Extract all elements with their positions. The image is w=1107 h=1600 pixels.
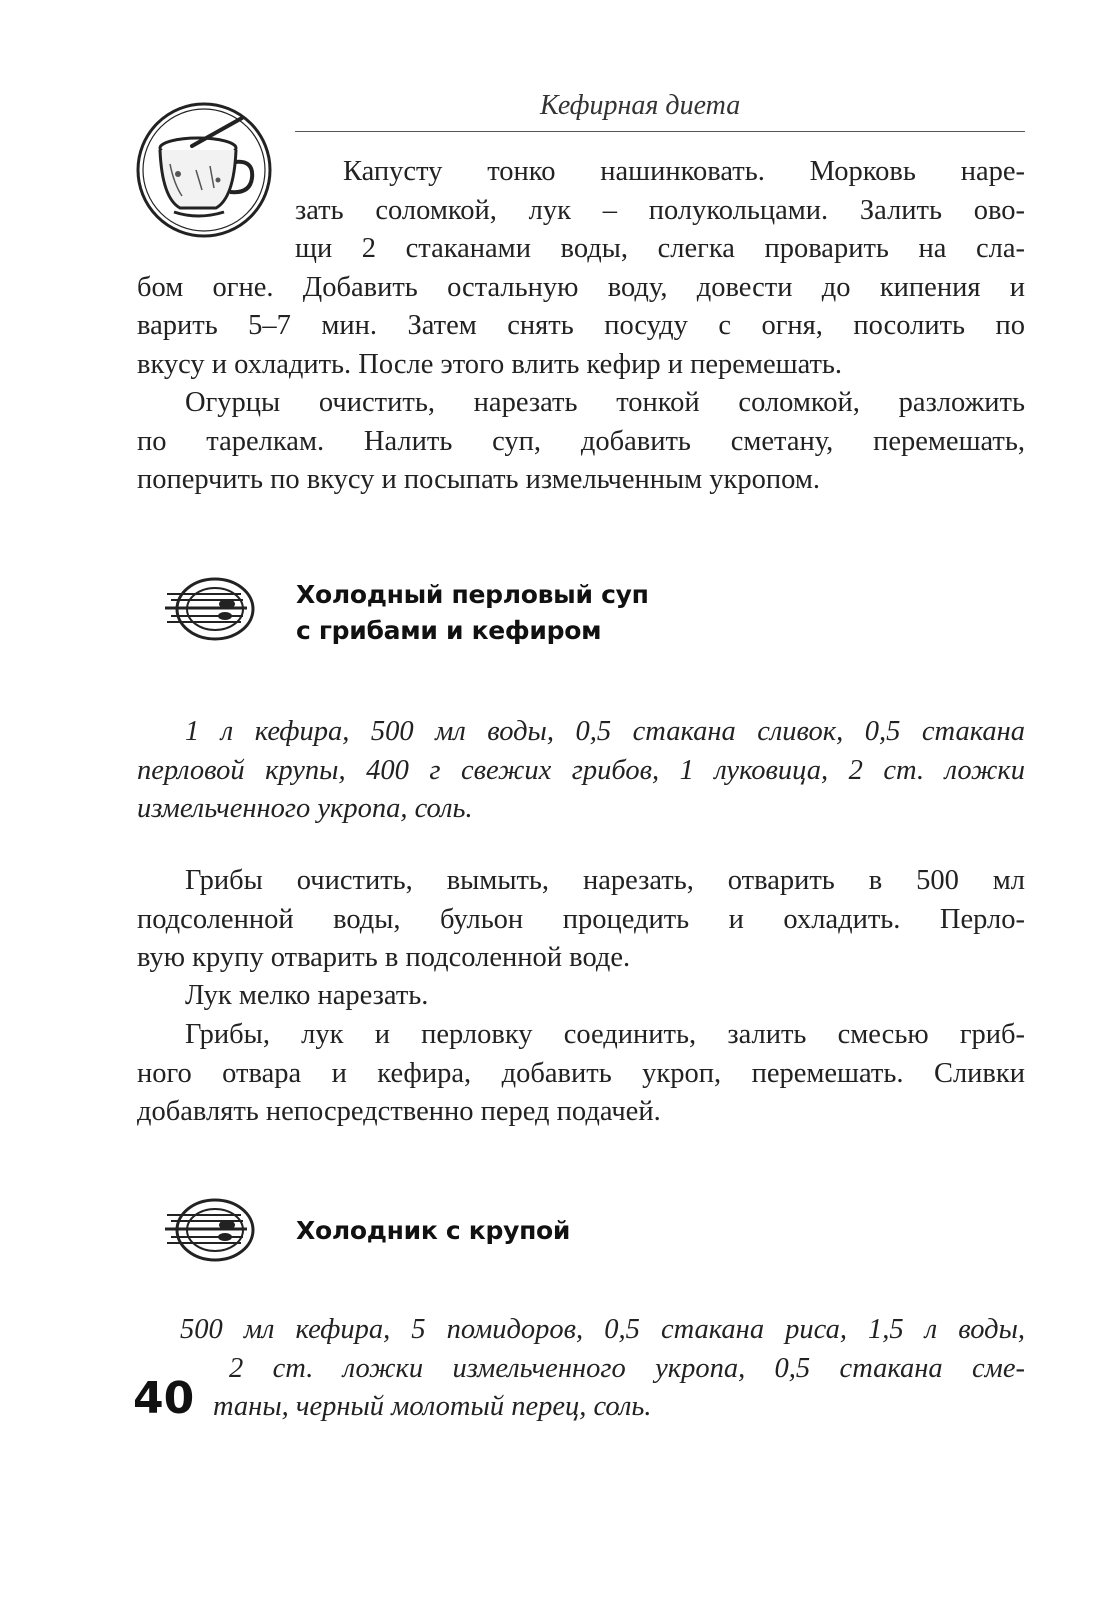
recipe-title-line: Холодный перловый суп [296,580,649,609]
text-line: добавлять непосредственно перед подачей. [137,1096,661,1127]
text-line: по тарелкам. Налить суп, добавить сметану, перемешать, [137,425,1025,457]
plate-with-cutlery-icon [163,1197,255,1263]
recipe-title-1 [296,577,649,649]
text-line: 1 л кефира, 500 мл воды, 0,5 стакана сливок, 0,5 стакана [185,716,1025,747]
text-line: Грибы очистить, вымыть, нарезать, отварить в 500 мл [185,865,1025,896]
page-number: 40 [133,1373,195,1424]
text-line: бом огне. Добавить остальную воду, довести до кипения и [137,271,1025,303]
recipe-1-step-3 [137,1016,1025,1132]
text-line: Капусту тонко нашинковать. Морковь наре- [343,156,1025,187]
running-head: Кефирная диета [540,90,741,121]
recipe-title-line: Холодник с крупой [296,1216,571,1245]
text-line: Лук мелко нарезать. [185,980,429,1011]
recipe-1-ingredients [137,713,1025,829]
plate-with-cutlery-icon [163,576,255,642]
recipe-title-2 [296,1213,570,1249]
text-line: варить 5–7 мин. Затем снять посуду с огня, посолить по [137,310,1025,341]
text-line: подсоленной воды, бульон процедить и охладить. Перло- [137,903,1025,935]
text-line: вую крупу отварить в подсоленной воде. [137,942,631,973]
text-line: поперчить по вкусу и посыпать измельченным укропом. [137,464,821,495]
recipe-title-line: с грибами и кефиром [296,616,602,645]
text-line: Грибы, лук и перловку соединить, залить смесью гриб- [185,1019,1025,1050]
text-line: 2 ст. ложки измельченного укропа, 0,5 стакана сме- [229,1352,1025,1384]
text-line: Огурцы очистить, нарезать тонкой соломкой, разложить [185,387,1025,418]
text-line: измельченного укропа, соль. [137,793,473,824]
text-line: таны, черный молотый перец, соль. [213,1391,652,1422]
text-line: зать соломкой, лук – полукольцами. Залить ово- [295,194,1025,226]
text-line: перловой крупы, 400 г свежих грибов, 1 луковица, 2 ст. ложки [137,754,1025,786]
recipe-1-step-2 [137,977,1025,1016]
intro-paragraph-2 [137,384,1025,500]
text-line: щи 2 стаканами воды, слегка проварить на сла- [295,233,1025,264]
recipe-2-ingredients [180,1311,1025,1427]
text-line: ного отвара и кефира, добавить укроп, перемешать. Сливки [137,1057,1025,1089]
intro-paragraph-1 [137,153,1025,384]
text-line: вкусу и охладить. После этого влить кефир и перемешать. [137,348,843,380]
text-line: 500 мл кефира, 5 помидоров, 0,5 стакана риса, 1,5 л воды, [180,1314,1025,1345]
header-rule [295,131,1025,132]
recipe-1-step-1 [137,862,1025,978]
